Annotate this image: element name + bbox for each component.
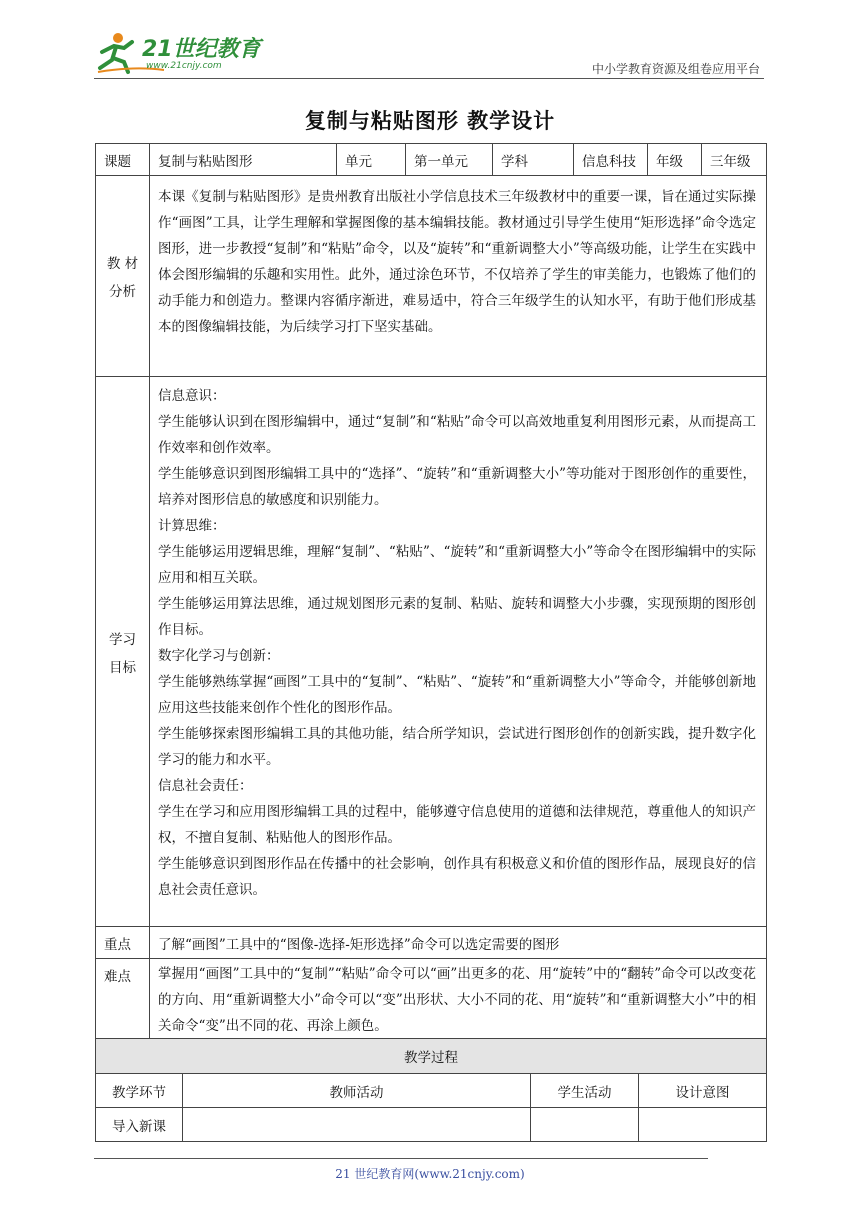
intent-cell — [639, 1108, 767, 1142]
stage-cell: 导入新课 — [96, 1108, 183, 1142]
course-value: 复制与粘贴图形 — [150, 144, 337, 176]
goal-line: 学生在学习和应用图形编辑工具的过程中，能够遵守信息使用的道德和法律规范，尊重他人的知识产权，不擅自复制、粘贴他人的图形作品。 — [158, 804, 756, 846]
goal-heading: 信息意识： — [158, 388, 226, 404]
table-row — [96, 1074, 767, 1108]
footer-divider — [94, 1158, 708, 1159]
key-point-text: 了解“画图”工具中的“图像-选择-矩形选择”命令可以选定需要的图形 — [150, 927, 767, 959]
goal-line: 学生能够认识到在图形编辑中，通过“复制”和“粘贴”命令可以高效地重复利用图形元素，从而提高工作效率和创作效率。 — [158, 414, 756, 456]
teaching-process-table — [95, 1038, 767, 1142]
footer-text: 21 世纪教育网(www.21cnjy.com) — [335, 1167, 525, 1181]
goal-heading: 计算思维： — [158, 518, 226, 534]
goal-line: 学生能够探索图形编辑工具的其他功能，结合所学知识，尝试进行图形创作的创新实践，提升数字化学习的能力和水平。 — [158, 726, 756, 768]
page-header — [94, 30, 764, 78]
teacher-cell — [183, 1108, 531, 1142]
goal-line: 学生能够运用算法思维，通过规划图形元素的复制、粘贴、旋转和调整大小步骤，实现预期的图形创作目标。 — [158, 596, 756, 638]
table-row — [96, 377, 767, 927]
analysis-text: 本课《复制与粘贴图形》是贵州教育出版社小学信息技术三年级教材中的重要一课，旨在通过实际操作“画图”工具，让学生理解和掌握图像的基本编辑技能。教材通过引导学生使用“矩形选择”命令选定图形，进一步教授“复制”和“粘贴”命令，以及“旋转”和“重新调整大小”等高级功能，让学生在实践中体会图形编辑的乐趣和实用性。此外，通过涂色环节，不仅培养了学生的审美能力，也锻炼了他们的动手能力和创造力。整课内容循序渐进，难易适中，符合三年级学生的认知水平，有助于他们形成基本的图像编辑技能，为后续学习打下坚实基础。 — [150, 176, 767, 377]
goals-label — [96, 377, 150, 927]
grade-label: 年级 — [648, 144, 702, 176]
grade-value: 三年级 — [702, 144, 767, 176]
header-divider — [94, 78, 764, 79]
difficulty-text: 掌握用“画图”工具中的“复制”“粘贴”命令可以“画”出更多的花、用“旋转”中的“翻转”命令可以改变花的方向、用“重新调整大小”命令可以“变”出形状、大小不同的花、用“旋转”和“重新调整大小”中的相关命令“变”出不同的花、再涂上颜色。 — [150, 959, 767, 1046]
table-row — [96, 927, 767, 959]
unit-label: 单元 — [337, 144, 406, 176]
difficulty-label: 难点 — [96, 959, 150, 1046]
col-teacher-header: 教师活动 — [183, 1074, 531, 1108]
analysis-label-line-1: 教 材 — [106, 256, 139, 272]
goals-content — [150, 377, 767, 927]
goal-line: 学生能够熟练掌握“画图”工具中的“复制”、“粘贴”、“旋转”和“重新调整大小”等命令，并能够创新地应用这些技能来创作个性化的图形作品。 — [158, 674, 756, 716]
goal-line: 学生能够意识到图形编辑工具中的“选择”、“旋转”和“重新调整大小”等功能对于图形创作的重要性，培养对图形信息的敏感度和识别能力。 — [158, 466, 756, 508]
goals-label-line-1: 学习 — [109, 631, 136, 648]
table-row — [96, 1039, 767, 1074]
table-row — [96, 959, 767, 1046]
subject-label: 学科 — [493, 144, 574, 176]
logo-url: www.21cnjy.com — [146, 61, 222, 71]
document-title: 复制与粘贴图形 教学设计 — [304, 109, 556, 133]
unit-value: 第一单元 — [406, 144, 493, 176]
col-stage-header: 教学环节 — [96, 1074, 183, 1108]
brand-logo — [94, 30, 264, 76]
col-intent-header: 设计意图 — [639, 1074, 767, 1108]
analysis-label — [96, 176, 150, 377]
subject-value: 信息科技 — [574, 144, 648, 176]
process-title: 教学过程 — [96, 1039, 767, 1074]
platform-name: 中小学教育资源及组卷应用平台 — [591, 62, 760, 76]
course-label: 课题 — [96, 144, 150, 176]
table-row — [96, 176, 767, 377]
goal-line: 学生能够意识到图形作品在传播中的社会影响，创作具有积极意义和价值的图形作品，展现良好的信息社会责任意识。 — [158, 856, 756, 898]
logo-text: 21世纪教育 — [142, 37, 261, 62]
lesson-info-table — [95, 143, 767, 1046]
table-row — [96, 144, 767, 176]
goal-heading: 信息社会责任： — [158, 778, 253, 794]
col-student-header: 学生活动 — [531, 1074, 639, 1108]
key-point-label: 重点 — [96, 927, 150, 959]
analysis-label-line-2: 分析 — [109, 284, 136, 300]
goal-heading: 数字化学习与创新： — [158, 648, 280, 664]
goal-line: 学生能够运用逻辑思维，理解“复制”、“粘贴”、“旋转”和“重新调整大小”等命令在图形编辑中的实际应用和相互关联。 — [158, 544, 756, 586]
table-row — [96, 1108, 767, 1142]
goals-label-line-2: 目标 — [109, 659, 136, 676]
student-cell — [531, 1108, 639, 1142]
